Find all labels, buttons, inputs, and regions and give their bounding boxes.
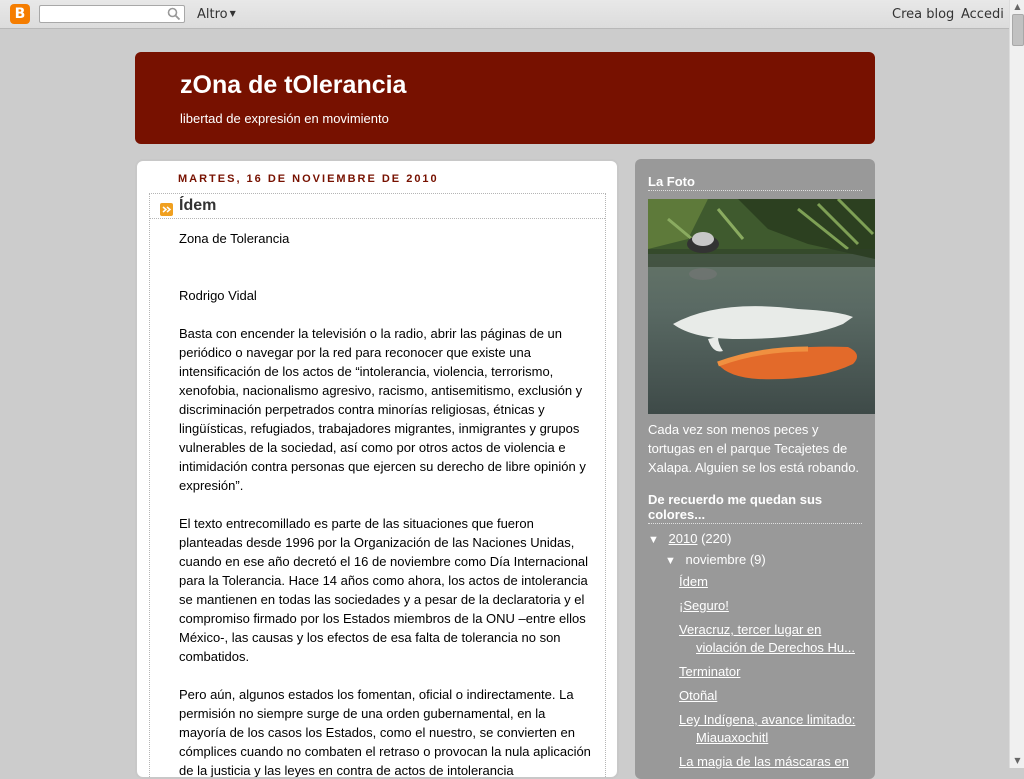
- post-body: [179, 229, 593, 779]
- post-paragraph: Basta con encender la televisión o la radio, abrir las páginas de un periódico o navegar por la red para reconocer que existe una intensificación de los actos de “intolerancia, violencia, terrorismo, xenofobia, nacionalismo agresivo, racismo, antisemitismo, exclusión y discriminación perpetrados contra minorías religiosas, étnicas y lingüísticas, refugiados, trabajadores migrantes, inmigrantes y grupos vulnerables de la sociedad, así como por otros actos de violencia e intimidación contra personas que ejercen su derecho de libre opinión y expresión”.: [179, 326, 586, 493]
- scroll-down-icon[interactable]: ▼: [1014, 756, 1021, 765]
- search-input[interactable]: [39, 5, 185, 23]
- triangle-down-icon[interactable]: ▼: [665, 555, 676, 567]
- triangle-down-icon[interactable]: ▼: [648, 534, 659, 546]
- archive-month-label[interactable]: noviembre: [685, 552, 747, 567]
- post: [149, 193, 606, 779]
- archive-post-link[interactable]: Otoñal: [679, 688, 718, 703]
- archive-year[interactable]: [648, 531, 731, 546]
- blogger-logo-icon[interactable]: B: [10, 4, 30, 24]
- search-icon[interactable]: [167, 7, 181, 21]
- blog-header: [135, 52, 875, 144]
- post-paragraph: Zona de Tolerancia: [179, 231, 290, 246]
- post-paragraph: El texto entrecomillado es parte de las situaciones que fueron planteadas desde 1996 por la Organización de las Naciones Unidas, cuando en ese año decretó el 16 de noviembre como Día Internacional para la Tolerancia. Hace 14 años como ahora, los actos de intolerancia se mantienen en todas las sociedades y a pesar de la declaratoria y el compromiso firmado por los Estados miembros de la ONU –entre ellos México-, las causas y los efectos de esa falta de tolerancia no son combatidos.: [179, 516, 589, 664]
- blog-description: libertad de expresión en movimiento: [180, 111, 389, 126]
- post-paragraph: Rodrigo Vidal: [179, 288, 257, 303]
- more-menu-label: Altro: [197, 7, 228, 22]
- sidebar: [635, 159, 875, 779]
- main-column: [135, 159, 619, 779]
- post-arrow-icon: [160, 203, 173, 216]
- archive-post-link[interactable]: Veracruz, tercer lugar en violación de Derechos Hu...: [679, 622, 855, 655]
- post-date: MARTES, 16 DE NOVIEMBRE DE 2010: [178, 173, 439, 185]
- post-title-row: [150, 194, 605, 219]
- post-title[interactable]: Ídem: [179, 197, 217, 214]
- archive-year-label[interactable]: 2010: [668, 531, 698, 546]
- archive-post-link[interactable]: La magia de las máscaras en: [679, 754, 849, 769]
- photo-widget-heading: La Foto: [648, 174, 862, 191]
- pond-photo[interactable]: [648, 199, 875, 414]
- sign-in-link[interactable]: Accedi: [961, 7, 1004, 22]
- blog-title[interactable]: zOna de tOlerancia: [180, 71, 407, 99]
- archive-year-count: (220): [701, 531, 732, 546]
- archive-post-link[interactable]: Ley Indígena, avance limitado: Miauaxochitl: [679, 712, 856, 745]
- more-menu[interactable]: [197, 7, 236, 22]
- archive-post-link[interactable]: Terminator: [679, 664, 741, 679]
- archive-month[interactable]: [665, 552, 766, 567]
- page-scrollbar[interactable]: [1009, 0, 1024, 768]
- archive-post-link[interactable]: Ídem: [679, 574, 708, 589]
- scroll-up-icon[interactable]: ▲: [1014, 2, 1021, 11]
- create-blog-link[interactable]: Crea blog: [892, 7, 955, 22]
- scroll-thumb[interactable]: [1012, 14, 1024, 46]
- archive-post-list: [679, 573, 864, 777]
- archive-post-link[interactable]: ¡Seguro!: [679, 598, 729, 613]
- archive-widget-heading: De recuerdo me quedan sus colores...: [648, 492, 862, 524]
- archive-month-count: (9): [749, 552, 766, 567]
- blogger-navbar: [0, 0, 1009, 29]
- post-paragraph: Pero aún, algunos estados los fomentan, oficial o indirectamente. La permisión no siempre surge de una orden gubernamental, en la mayoría de los casos los Estados, como el nuestro, se convierten en cómplices cuando no combaten el retraso o provocan la nula aplicación de la justicia y las leyes en contra de actos de intolerancia: [179, 687, 591, 778]
- caret-down-icon: ▼: [229, 9, 236, 18]
- photo-caption: Cada vez son menos peces y tortugas en el parque Tecajetes de Xalapa. Alguien se los está robando.: [648, 422, 860, 475]
